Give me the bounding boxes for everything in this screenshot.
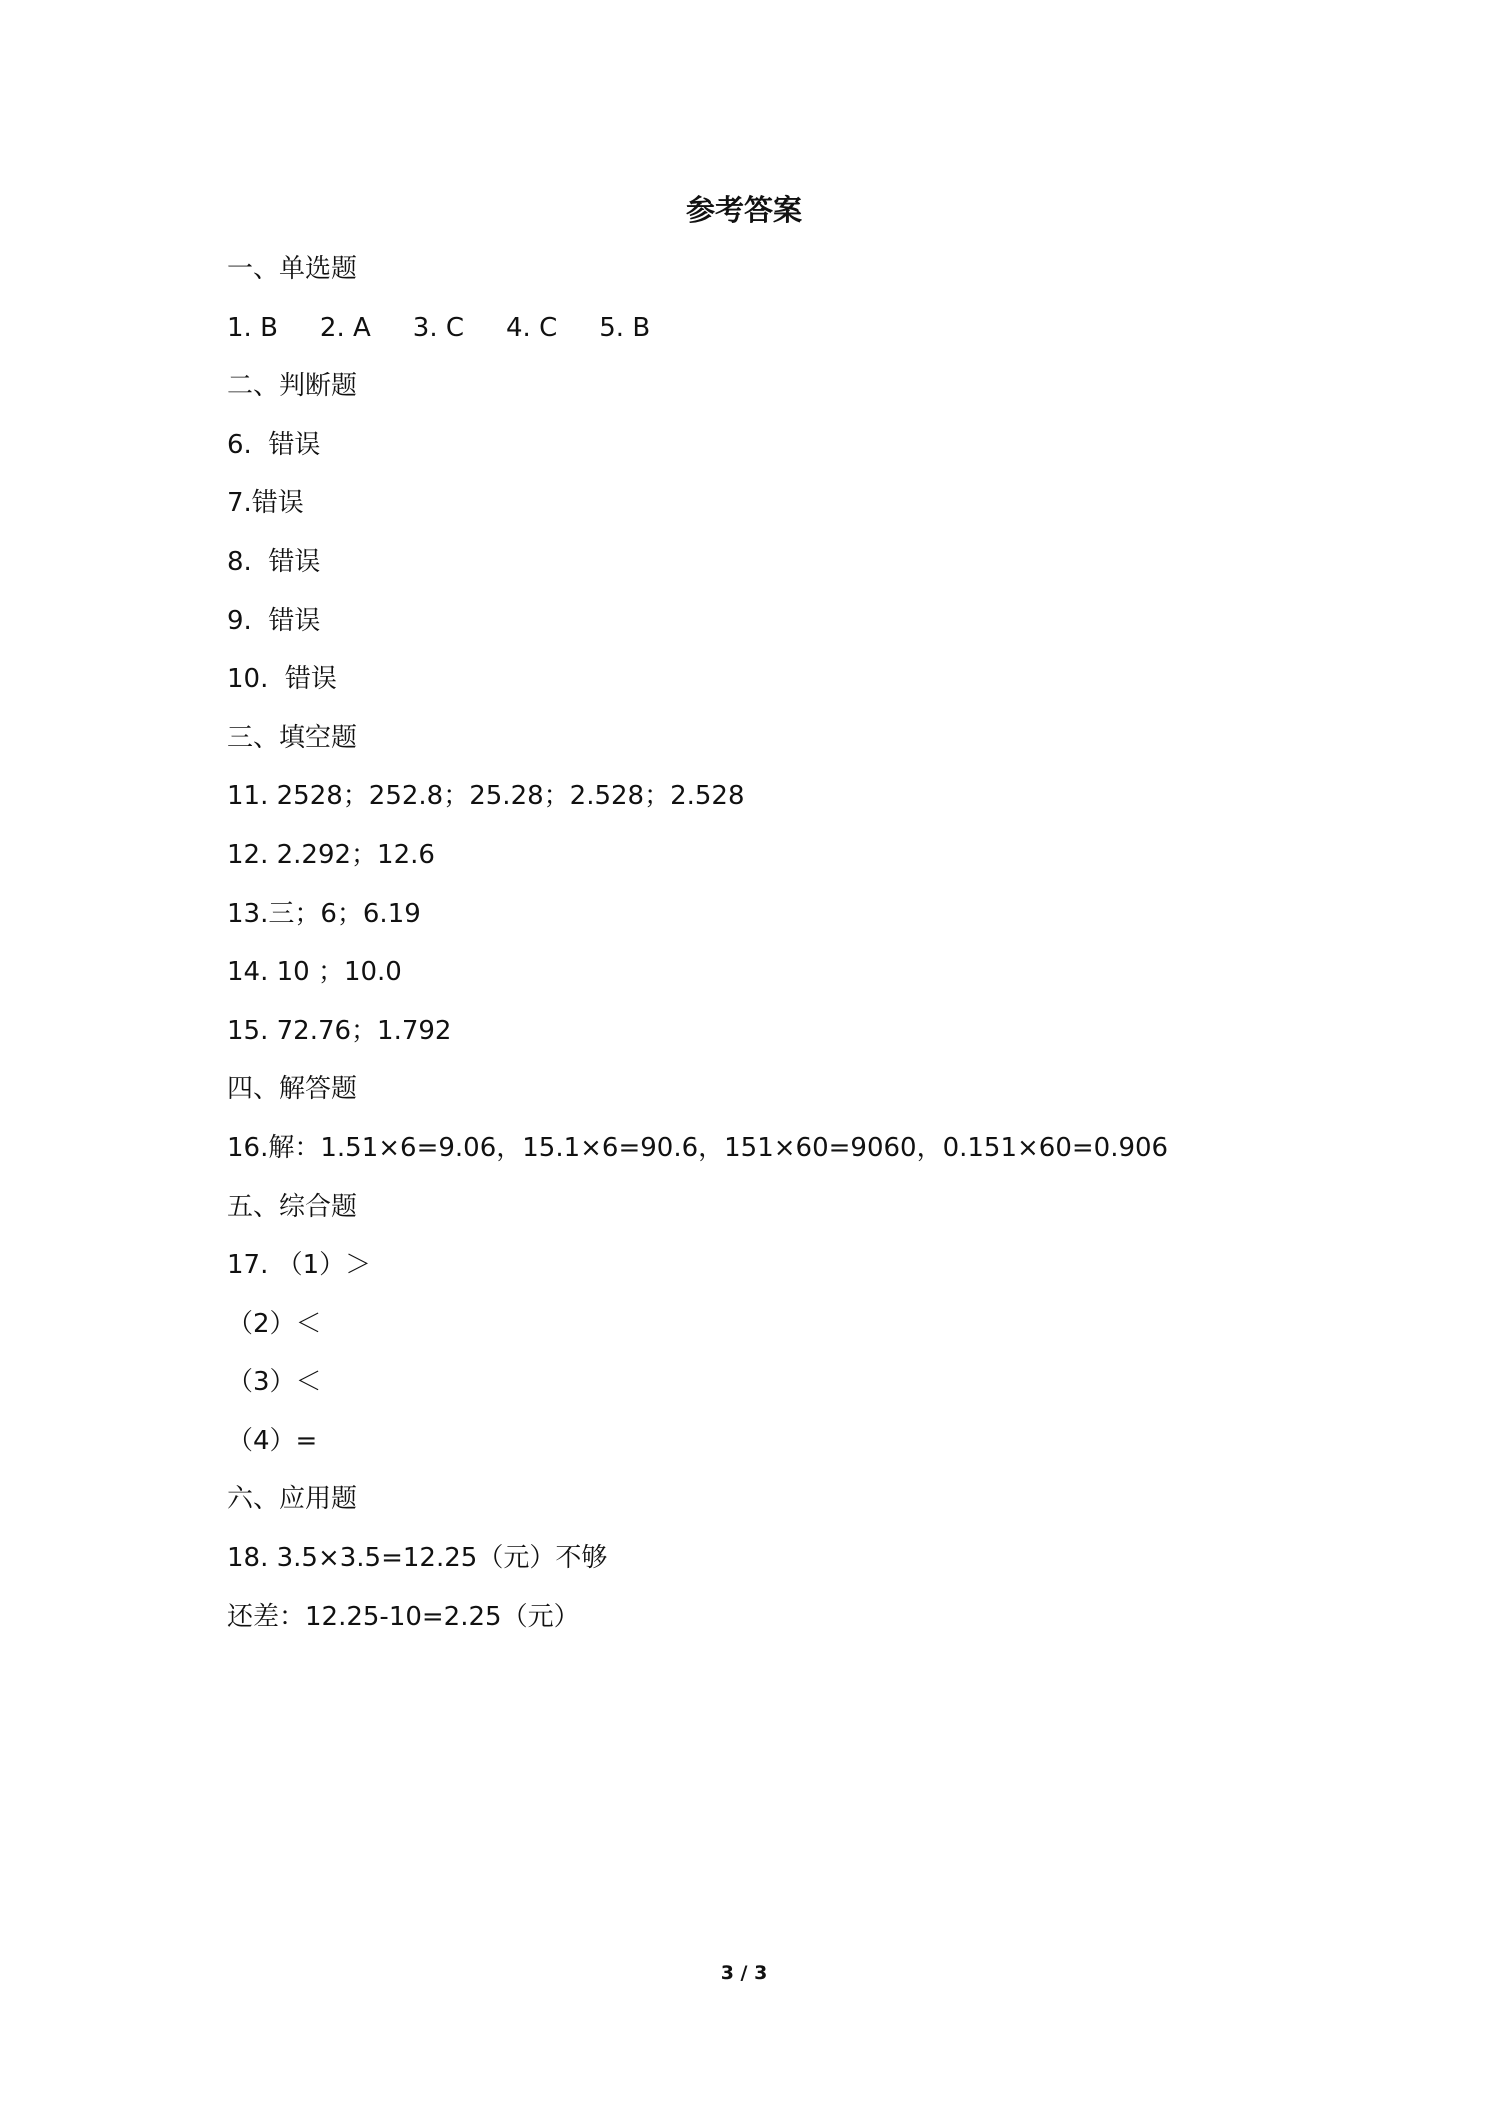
page-title: 参考答案	[685, 193, 802, 227]
answer-14: 14. 10 ；10.0	[227, 957, 402, 988]
answer-5: 5. B	[599, 312, 651, 343]
answer-9: 9. 错误	[227, 605, 321, 636]
answer-10: 10. 错误	[227, 664, 337, 695]
answer-content	[227, 246, 1327, 1652]
answer-17-part-1: 17. （1）＞	[227, 1250, 372, 1281]
answer-2: 2. A	[319, 312, 371, 343]
answer-17-part-2: （2）＜	[227, 1308, 322, 1339]
answer-18-difference: 还差：12.25-10=2.25（元）	[227, 1601, 580, 1632]
section-heading-true-false: 二、判断题	[227, 371, 358, 402]
section-heading-fill-blank: 三、填空题	[227, 722, 358, 753]
single-choice-answers	[227, 305, 1327, 364]
answer-7: 7.错误	[227, 488, 304, 519]
section-heading-application: 六、应用题	[227, 1484, 358, 1515]
answer-4: 4. C	[506, 312, 558, 343]
answer-8: 8. 错误	[227, 546, 321, 577]
answer-18: 18. 3.5×3.5=12.25（元）不够	[227, 1543, 608, 1574]
answer-17-part-3: （3）＜	[227, 1367, 322, 1398]
answer-1: 1. B	[227, 312, 278, 343]
answer-3: 3. C	[412, 312, 465, 343]
page-number: 3 / 3	[720, 1962, 768, 1984]
section-heading-single-choice: 一、单选题	[227, 254, 358, 284]
answer-6: 6. 错误	[227, 429, 321, 460]
answer-17-part-4: （4）=	[227, 1425, 318, 1456]
answer-11: 11. 2528；252.8；25.28；2.528；2.528	[227, 781, 745, 812]
section-heading-solution: 四、解答题	[227, 1074, 358, 1105]
answer-13: 13.三；6；6.19	[227, 898, 421, 929]
section-heading-comprehensive: 五、综合题	[227, 1191, 358, 1222]
answer-15: 15. 72.76；1.792	[227, 1015, 452, 1046]
answer-16: 16.解：1.51×6=9.06，15.1×6=90.6，151×60=9060，0.151×60=0.906	[227, 1132, 1169, 1163]
answer-12: 12. 2.292；12.6	[227, 839, 435, 870]
